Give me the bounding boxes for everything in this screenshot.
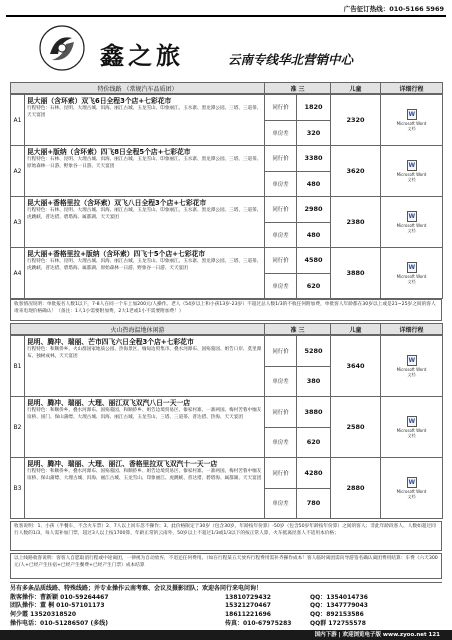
route-info bbox=[25, 336, 265, 397]
child-price: 2580 bbox=[331, 397, 381, 458]
promo-cell: QQ：1347779043 bbox=[310, 602, 368, 610]
route-desc: 行程特色：石林、昆明、大理古城、洱海、丽江古城、玉龙雪山、印象丽江、玉水寨、黑龙潭公园、三塔、三道茶、虎跳峡、普达措、碧塔海、属都湖、天天宴团 bbox=[27, 208, 262, 220]
header-child-b: 儿童 bbox=[331, 324, 381, 335]
word-caption-line: Microsoft Word bbox=[396, 222, 427, 228]
single-room-label: 单房差 bbox=[265, 120, 297, 146]
word-caption-line: 文档 bbox=[407, 125, 416, 131]
single-room-price: 380 bbox=[297, 366, 331, 397]
header-adult: 准 三 bbox=[265, 83, 331, 94]
word-document-icon[interactable] bbox=[407, 262, 417, 273]
route-desc: 行程特色：石林、昆明、大理古城、洱海、丽江古城、玉龙雪山、印象丽江、玉水寨、黑龙潭公园、三塔、三道茶、虎跳峡、普达措、碧塔海、属都湖、原始森林一日游、野象谷一日游、天天宴团 bbox=[27, 259, 262, 271]
peer-price: 1820 bbox=[297, 95, 331, 121]
word-caption-line: Microsoft Word bbox=[396, 120, 427, 126]
route-code: A3 bbox=[11, 197, 25, 248]
route-desc: 行程特色：和顺侨乡、叠水河瀑布、国殇墓园、和顺侨乡、姐告边境贸易区、傣家村寨、一寨两国、梅村苦蓉中缅友谊桥、国门、保山蒲缥、大理古城、洱海、丽江古城、玉龙雪山、三塔、三道茶、普达措、热海、天天宴团 bbox=[27, 408, 262, 420]
table-header-row bbox=[11, 83, 443, 94]
word-document-icon[interactable] bbox=[407, 355, 417, 366]
route-info bbox=[25, 458, 265, 519]
route-code: B1 bbox=[11, 336, 25, 397]
word-document-icon[interactable] bbox=[407, 211, 417, 222]
route-name: 昆大丽+版纳（含环索）四飞8日全程5个店+七彩花市 bbox=[27, 148, 191, 156]
promo-cell: 18611221696 bbox=[225, 611, 271, 619]
word-doc-link[interactable] bbox=[381, 248, 443, 299]
word-caption-line: 文档 bbox=[407, 371, 416, 377]
route-desc: 行程特色：石林、昆明、大理古城、洱海、丽江古城、玉龙雪山、印象丽江、玉水寨、黑龙潭公园、三塔、三道茶、天天宴团 bbox=[27, 106, 262, 118]
route-code: A4 bbox=[11, 248, 25, 299]
peer-price-label: 同行价 bbox=[265, 458, 297, 489]
promo-cell: 团队操作：董 桐 010-57101173 bbox=[10, 602, 105, 610]
brand-tagline: 云南专线华北营销中心 bbox=[228, 52, 354, 67]
peer-price-label: 同行价 bbox=[265, 248, 297, 274]
single-room-price: 480 bbox=[297, 222, 331, 248]
promo-cell: QQ：1354014736 bbox=[310, 593, 368, 601]
promo-cell: 操作电话：010-51286507 (多线) bbox=[10, 619, 108, 627]
single-room-price: 620 bbox=[297, 427, 331, 458]
promo-cell: 何少霞 13520318520 bbox=[10, 611, 77, 619]
word-caption-line: Microsoft Word bbox=[396, 427, 427, 433]
word-doc-link[interactable] bbox=[381, 146, 443, 197]
route-info bbox=[25, 248, 265, 299]
route-name: 昆明、腾冲、瑞丽、芒市四飞六日全程3个店+七彩花市 bbox=[27, 338, 194, 346]
child-price: 3640 bbox=[331, 336, 381, 397]
word-caption-line: Microsoft Word bbox=[396, 488, 427, 494]
route-info bbox=[25, 146, 265, 197]
peer-price-label: 同行价 bbox=[265, 146, 297, 172]
peer-price: 3380 bbox=[297, 146, 331, 172]
route-row bbox=[11, 248, 443, 274]
route-name: 昆大丽+香格里拉（含环索）双飞八日全程3个店+七彩花市 bbox=[27, 199, 207, 207]
word-caption-line: 文档 bbox=[407, 278, 416, 284]
peer-price-label: 同行价 bbox=[265, 397, 297, 428]
route-row bbox=[11, 197, 443, 223]
top-rule bbox=[6, 15, 446, 17]
brand-header bbox=[10, 22, 442, 80]
section-b-title: 火山热海温地休闲游 bbox=[11, 324, 265, 335]
route-info bbox=[25, 397, 265, 458]
route-row bbox=[11, 95, 443, 121]
word-caption-line: Microsoft Word bbox=[396, 366, 427, 372]
note-c: 以上线路收客说明：客客人自愿取消行程或中途离团，一律视为自动放弃，不退还任何费用。（如在行程某五天放弃行程费用需补齐操作成本！客人临时离团需向导游签名确认离团费用结算：车费（六天300元/人+已经产生住宿+已经产生餐费+已经产生门票）成本结算 bbox=[10, 553, 442, 579]
peer-price: 4580 bbox=[297, 248, 331, 274]
header-detail: 详细行程 bbox=[381, 83, 443, 94]
promo-headline: 另有多条品质线路、特殊线路；并专业操作云南考察、会议及摄影团队；欢迎各同行来电问询！ bbox=[10, 585, 263, 592]
header-detail-b: 详细行程 bbox=[381, 324, 443, 335]
peer-price-label: 同行价 bbox=[265, 336, 297, 367]
promo-cell: 13810729432 bbox=[225, 593, 271, 601]
route-desc: 行程特色：石林、昆明、大理古城、洱海、丽江古城、玉龙雪山、印象丽江、玉水寨、黑龙潭公园、三塔、三道茶、原始森林一日游、野象谷一日游、天天宴团 bbox=[27, 157, 262, 169]
promo-row bbox=[10, 620, 442, 629]
child-price: 2880 bbox=[331, 458, 381, 519]
route-name: 昆大丽+香格里拉+版纳（含环索）四飞十5个店+七彩花市 bbox=[27, 250, 206, 258]
route-code: A1 bbox=[11, 95, 25, 146]
peer-price: 5280 bbox=[297, 336, 331, 367]
route-code: B2 bbox=[11, 397, 25, 458]
note-a: 收客情况说明：单批报名人数1以下，7-8人在同一个车上加200元/人操作。老人（54岁以上和小孩13岁-23岁）不超过总人数1/3的不收任何附加费，单批客人年龄都在30岁以上或是21~25岁之间的客人请来电现价格确认！（备注：1人1小需要附加费，2大1老或1小不需要附加费！） bbox=[10, 299, 442, 321]
header-product: 特价线路 （常规汽车品质团） bbox=[11, 83, 265, 94]
route-code: A2 bbox=[11, 146, 25, 197]
child-price: 2320 bbox=[331, 95, 381, 146]
peer-price: 3880 bbox=[297, 397, 331, 428]
promo-row bbox=[10, 602, 442, 611]
route-row bbox=[11, 146, 443, 172]
word-caption-line: 文档 bbox=[407, 227, 416, 233]
routes-table bbox=[10, 335, 443, 519]
word-caption-line: Microsoft Word bbox=[396, 171, 427, 177]
word-doc-link[interactable] bbox=[381, 336, 443, 397]
word-doc-link[interactable] bbox=[381, 458, 443, 519]
single-room-label: 单房差 bbox=[265, 273, 297, 299]
peer-price-label: 同行价 bbox=[265, 95, 297, 121]
promo-cell: 传真：010-67975283 bbox=[225, 619, 292, 627]
route-name: 昆明、腾冲、瑞丽、大理、丽江双飞双汽八日一天一店 bbox=[27, 399, 191, 407]
word-document-icon[interactable] bbox=[407, 416, 417, 427]
single-room-label: 单房差 bbox=[265, 222, 297, 248]
route-info bbox=[25, 197, 265, 248]
child-price: 3620 bbox=[331, 146, 381, 197]
promo-cell: QQ群 172755578 bbox=[310, 619, 366, 627]
header-child: 儿童 bbox=[331, 83, 381, 94]
header-adult-b: 准 三 bbox=[265, 324, 331, 335]
ad-hotline: 广告征订热线：010-5166 5969 bbox=[343, 5, 444, 13]
word-doc-link[interactable] bbox=[381, 95, 443, 146]
word-caption-line: 文档 bbox=[407, 176, 416, 182]
single-room-price: 480 bbox=[297, 171, 331, 197]
single-room-price: 780 bbox=[297, 488, 331, 519]
word-caption-line: 文档 bbox=[407, 493, 416, 499]
word-caption-line: Microsoft Word bbox=[396, 273, 427, 279]
word-document-icon[interactable] bbox=[407, 109, 417, 120]
routes-table-b-header bbox=[10, 323, 443, 335]
route-desc: 行程特色：和顺侨乡、火山群国家地质公园、热海景区、缅甸边贸集市、叠水河瀑布、国殇墓园、姐告口岸、莫里瀑布、独树成林、天天宴团 bbox=[27, 347, 262, 359]
promo-cell: 15321270467 bbox=[225, 602, 271, 610]
route-row bbox=[11, 397, 443, 428]
word-doc-link[interactable] bbox=[381, 397, 443, 458]
route-row bbox=[11, 336, 443, 367]
peer-price-label: 同行价 bbox=[265, 197, 297, 223]
promo-block bbox=[10, 582, 442, 630]
routes-table bbox=[10, 94, 443, 299]
promo-cell: 散客操作：曹新颖 010-59264467 bbox=[10, 593, 109, 601]
routes-table-a bbox=[10, 82, 443, 94]
promo-cell: QQ：892153586 bbox=[310, 611, 364, 619]
single-room-label: 单房差 bbox=[265, 427, 297, 458]
route-row bbox=[11, 458, 443, 489]
promo-row bbox=[10, 611, 442, 620]
word-document-icon[interactable] bbox=[407, 477, 417, 488]
brand-logo-icon bbox=[38, 24, 86, 72]
note-b: 收客说明：1、小孩（半餐车，不含火车票）2、7人以上同车忽不操作；3、此价格限定于30岁（包含30岁，年龄按年份算）-50岁（包含50岁年龄按年份算）之间的客人；非此年龄段客人、人数如超过同行人数的1/3，每人需补加门票，超过3人以上按1700算，年龄正常的云南外，50岁以上不超过1/3或1/3以下的按正常人算，火车抵离昆客人不适用本价格； bbox=[10, 521, 442, 551]
route-name: 昆明、腾冲、瑞丽、大理、丽江、香格里拉双飞双汽十一天一店 bbox=[27, 460, 218, 468]
route-code: B3 bbox=[11, 458, 25, 519]
footer-bar: 国内下游 | 欢迎浏览电子版 www.zyoo.net 121 bbox=[0, 630, 452, 640]
brand-name: 鑫之旅 bbox=[100, 41, 184, 70]
word-caption-line: 文档 bbox=[407, 432, 416, 438]
single-room-price: 620 bbox=[297, 273, 331, 299]
single-room-label: 单房差 bbox=[265, 488, 297, 519]
word-doc-link[interactable] bbox=[381, 197, 443, 248]
route-desc: 行程特色：和顺侨乡、叠水河瀑布、国殇墓园、和顺侨乡、姐告边境贸易区、傣家村寨、一寨两国、梅村苦蓉中缅友谊桥、保山蒲缥、大理古城、洱海、丽江古城、玉龙雪山、印象丽江、虎跳峡、普达措、碧塔海、属都湖、天天宴团 bbox=[27, 469, 262, 481]
word-document-icon[interactable] bbox=[407, 160, 417, 171]
route-info bbox=[25, 95, 265, 146]
child-price: 2380 bbox=[331, 197, 381, 248]
section-b-header-row bbox=[11, 324, 443, 335]
peer-price: 4280 bbox=[297, 458, 331, 489]
single-room-label: 单房差 bbox=[265, 171, 297, 197]
route-name: 昆大丽（含环索）双飞6日全程3个店+七彩花市 bbox=[27, 97, 172, 105]
single-room-price: 320 bbox=[297, 120, 331, 146]
peer-price: 2980 bbox=[297, 197, 331, 223]
child-price: 3880 bbox=[331, 248, 381, 299]
single-room-label: 单房差 bbox=[265, 366, 297, 397]
